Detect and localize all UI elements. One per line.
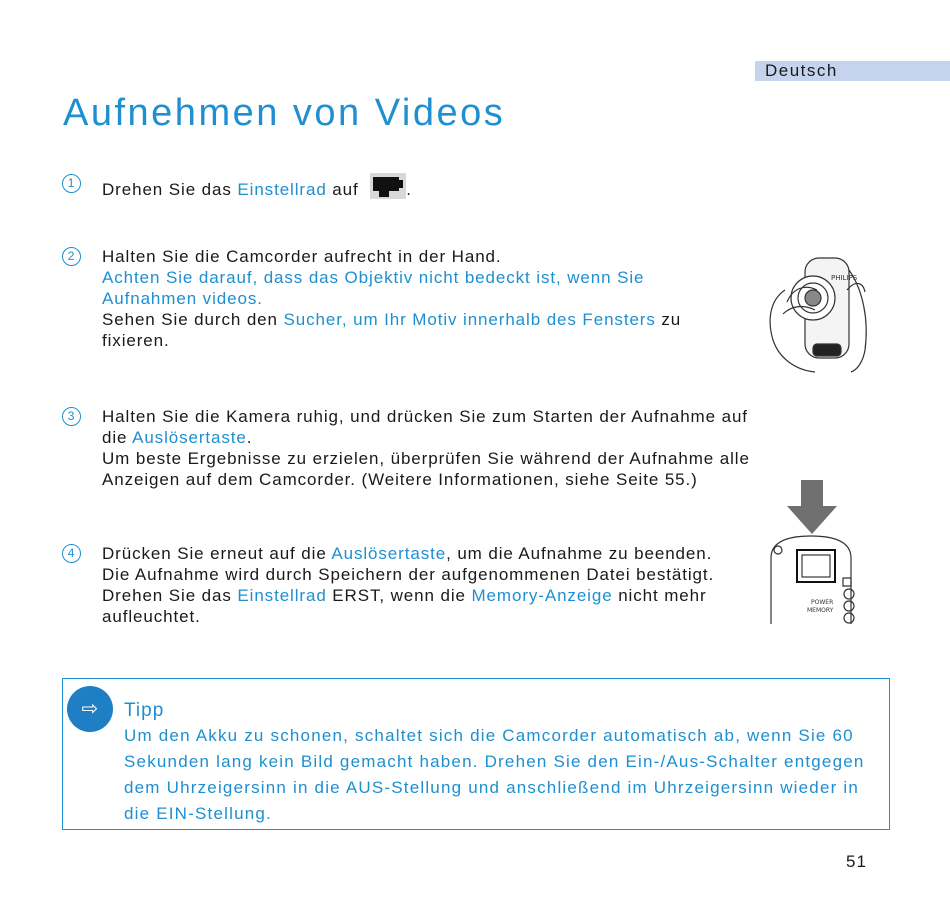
tip-line: die EIN-Stellung. (124, 804, 272, 823)
step-line (102, 427, 750, 448)
step-text (102, 246, 681, 351)
step-text-segment: . (246, 428, 253, 447)
step-line (102, 448, 750, 469)
camera-shutter-illustration (765, 478, 865, 633)
step-text-segment: aufleuchtet. (102, 607, 201, 626)
step-line (102, 406, 750, 427)
step-line (102, 309, 681, 330)
language-tab: Deutsch (755, 61, 950, 81)
step-number: 1 (62, 174, 81, 193)
step-text-segment: Drehen Sie das (102, 586, 238, 605)
step-line (102, 585, 714, 606)
step-line (102, 330, 681, 351)
step-text-segment: Halten Sie die Camcorder aufrecht in der Hand. (102, 247, 502, 266)
memory-label: MEMORY (807, 607, 834, 614)
page-title: Aufnehmen von Videos (63, 92, 506, 134)
step-text (102, 406, 750, 490)
step-text (102, 543, 714, 627)
step-line (102, 469, 750, 490)
video-mode-icon (370, 173, 406, 199)
step-number: 2 (62, 247, 81, 266)
page-number: 51 (846, 852, 867, 871)
step-text-segment: zu (655, 310, 682, 329)
highlight-term: Auslösertaste (132, 428, 247, 447)
highlight-term: Einstellrad (237, 586, 327, 605)
step-text (102, 173, 412, 200)
step-text-segment: Anzeigen auf dem Camcorder. (Weitere Informationen, siehe Seite 55.) (102, 470, 698, 489)
step-text-segment: Sehen Sie durch den (102, 310, 284, 329)
step-text-segment: Halten Sie die Kamera ruhig, und drücken Sie zum Starten der Aufnahme auf (102, 407, 748, 426)
highlight-term: Achten Sie darauf, dass das Objektiv nicht bedeckt ist, wenn Sie (102, 268, 645, 287)
step-text-segment: Die Aufnahme wird durch Speichern der aufgenommenen Datei bestätigt. (102, 565, 715, 584)
step-text-segment: fixieren. (102, 331, 170, 350)
step-line (102, 543, 714, 564)
step-line (102, 606, 714, 627)
step-line (102, 180, 359, 199)
hand-camera-illustration (765, 240, 873, 380)
step-text-segment: Drücken Sie erneut auf die (102, 544, 332, 563)
step-text-segment: , um die Aufnahme zu beenden. (446, 544, 713, 563)
step-line (102, 288, 681, 309)
tip-line: Um den Akku zu schonen, schaltet sich die Camcorder automatisch ab, wenn Sie 60 (124, 726, 854, 745)
tip-line: dem Uhrzeigersinn in die AUS-Stellung und anschließend im Uhrzeigersinn wieder in (124, 778, 860, 797)
step-text-segment: nicht mehr (612, 586, 707, 605)
highlight-term: Auslösertaste (331, 544, 447, 563)
highlight-term: Sucher, um Ihr Motiv innerhalb des Fensters (283, 310, 656, 329)
power-label: POWER (811, 599, 834, 606)
step-text-segment: Um beste Ergebnisse zu erzielen, überprüfen Sie während der Aufnahme alle (102, 449, 750, 468)
tip-line: Sekunden lang kein Bild gemacht haben. Drehen Sie den Ein-/Aus-Schalter entgegen (124, 752, 865, 771)
highlight-term: Memory-Anzeige (471, 586, 613, 605)
step-number: 3 (62, 407, 81, 426)
step-text-segment: auf (326, 180, 359, 199)
arrow-right-icon: ⇨ (67, 686, 113, 732)
step-text-segment: die (102, 428, 133, 447)
step-text-segment: Drehen Sie das (102, 180, 238, 199)
step-number: 4 (62, 544, 81, 563)
step-text-segment: ERST, wenn die (326, 586, 472, 605)
tip-title: Tipp (124, 700, 165, 721)
highlight-term: Einstellrad (237, 180, 327, 199)
step-line (102, 267, 681, 288)
step-line (102, 246, 681, 267)
step-line-suffix: . (406, 180, 412, 199)
highlight-term: Aufnahmen videos. (102, 289, 263, 308)
camera-brand: PHILIPS (831, 274, 858, 282)
step-line (102, 564, 714, 585)
